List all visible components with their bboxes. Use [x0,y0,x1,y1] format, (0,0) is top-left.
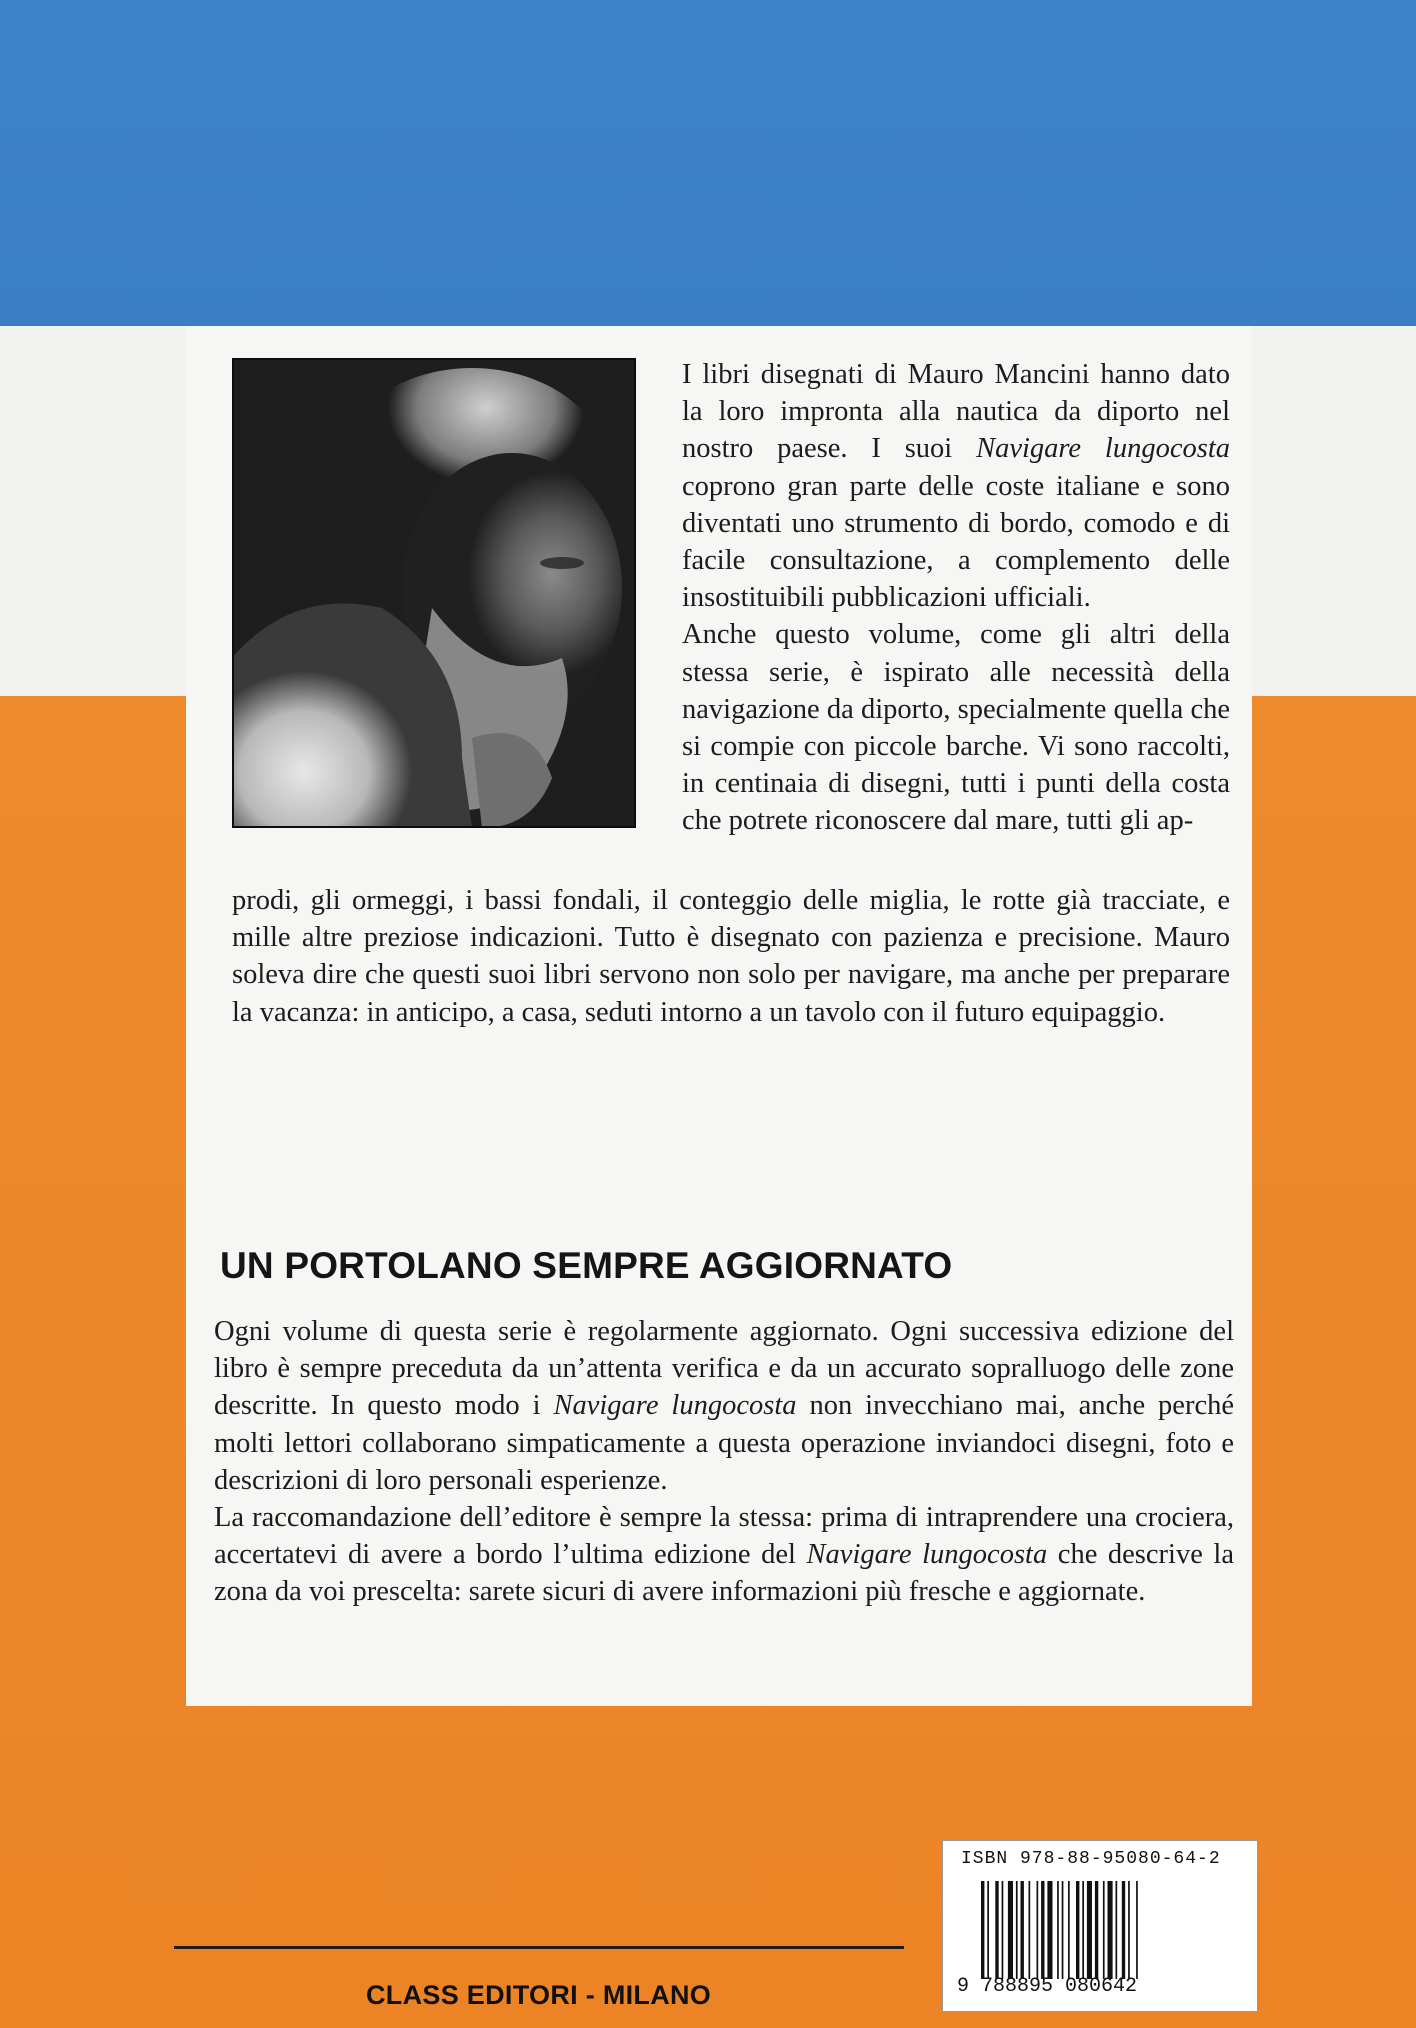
intro-paragraph-1 [682,356,1230,616]
intro-wide-paragraph: prodi, gli ormeggi, i bassi fondali, il conteggio delle miglia, le rotte già tracciate, e mille altre preziose indicazioni. Tutto è disegnato con pazienza e precisione. Mauro soleva dire che questi suoi libri servono non solo per navigare, ma anche per preparare la vacanza: in anticipo, a casa, seduti intorno a un tavolo con il futuro equipaggio. [232,885,1230,1028]
barcode-stripe [1002,1881,1004,1979]
intro-text-a: I libri disegnati di Mauro Mancini hanno dato la loro impronta alla nautica da diporto nel nostro paese. I suoi [682,359,1230,465]
barcode-stripe [1062,1881,1064,1979]
barcode-stripe [1136,1881,1138,1979]
barcode-stripe [1057,1881,1059,1979]
section-p2-text-a: La raccomandazione dell’editore è sempre la stessa: prima di intraprendere una crociera, accertatevi di avere a bordo l’ultima edizione del [214,1502,1234,1571]
barcode-stripe [981,1881,984,1979]
section-title: UN PORTOLANO SEMPRE AGGIORNATO [220,1245,953,1286]
barcode-graphic [981,1881,1221,1979]
intro-paragraph-2: Anche questo volume, come gli altri della stessa serie, è ispirato alle necessità della navigazione da diporto, specialmente quella che si compie con piccole barche. Vi sono raccolti, in centinaia di disegni, tutti i punti della costa che potrete riconoscere dal mare, tutti gli ap- [682,619,1230,837]
barcode-stripe [1122,1881,1125,1979]
author-portrait-photo [232,358,636,828]
barcode-stripe [1108,1881,1113,1979]
barcode-stripe [1041,1881,1044,1979]
section-paragraph-2 [214,1499,1234,1611]
barcode-stripe [1016,1881,1018,1979]
top-blue-band [0,0,1416,326]
intro-text-b: coprono gran parte delle coste italiane e sono diventati uno strumento di bordo, comodo e di facile consultazione, a complemento delle insostituibili pubblicazioni ufficiali. [682,470,1230,614]
barcode-stripe [1116,1881,1118,1979]
intro-column-text [682,356,1230,840]
section-p1-text-a: Ogni volume di questa serie è regolarmente aggiornato. Ogni successiva edizione del libro è sempre preceduta da un’attenta verifica e da un accurato sopralluogo delle zone descritte. In questo modo i [214,1316,1234,1422]
barcode-stripe [1095,1881,1098,1979]
isbn-barcode-box [942,1840,1258,2012]
barcode-stripe [1103,1881,1105,1979]
barcode-stripe [1029,1881,1031,1979]
section-p2-text-b: che descrive la zona da voi prescelta: sarete sicuri di avere informazioni più fresche e aggiornate. [214,1539,1234,1608]
barcode-stripe [1076,1881,1079,1979]
barcode-stripe [987,1881,989,1979]
barcode-stripe [1087,1881,1092,1979]
barcode-digits: 9 788895 080642 [957,1975,1138,1998]
barcode-stripe [1082,1881,1084,1979]
isbn-label: ISBN 978-88-95080-64-2 [961,1849,1221,1869]
barcode-stripe [1037,1881,1039,1979]
section-p1-series-title: Navigare lungocosta [553,1390,797,1422]
section-text [214,1313,1234,1611]
barcode-stripe [1021,1881,1024,1979]
section-p1-text-b: non invecchiano mai, anche perché molti lettori collaborano simpaticamente a questa operazione inviandoci disegni, foto e descrizioni di loro personali esperienze. [214,1390,1235,1496]
barcode-stripe [1047,1881,1052,1979]
intro-wide-text [232,882,1230,1031]
section-p2-series-title: Navigare lungocosta [806,1539,1048,1571]
intro-series-title: Navigare lungocosta [976,433,1230,465]
barcode-stripe [995,1881,998,1979]
section-paragraph-1 [214,1313,1234,1499]
barcode-stripe [1128,1881,1130,1979]
footer-rule [174,1946,904,1949]
barcode-stripe [1068,1881,1070,1979]
barcode-stripe [1008,1881,1013,1979]
publisher-name: CLASS EDITORI - MILANO [366,1980,712,2010]
